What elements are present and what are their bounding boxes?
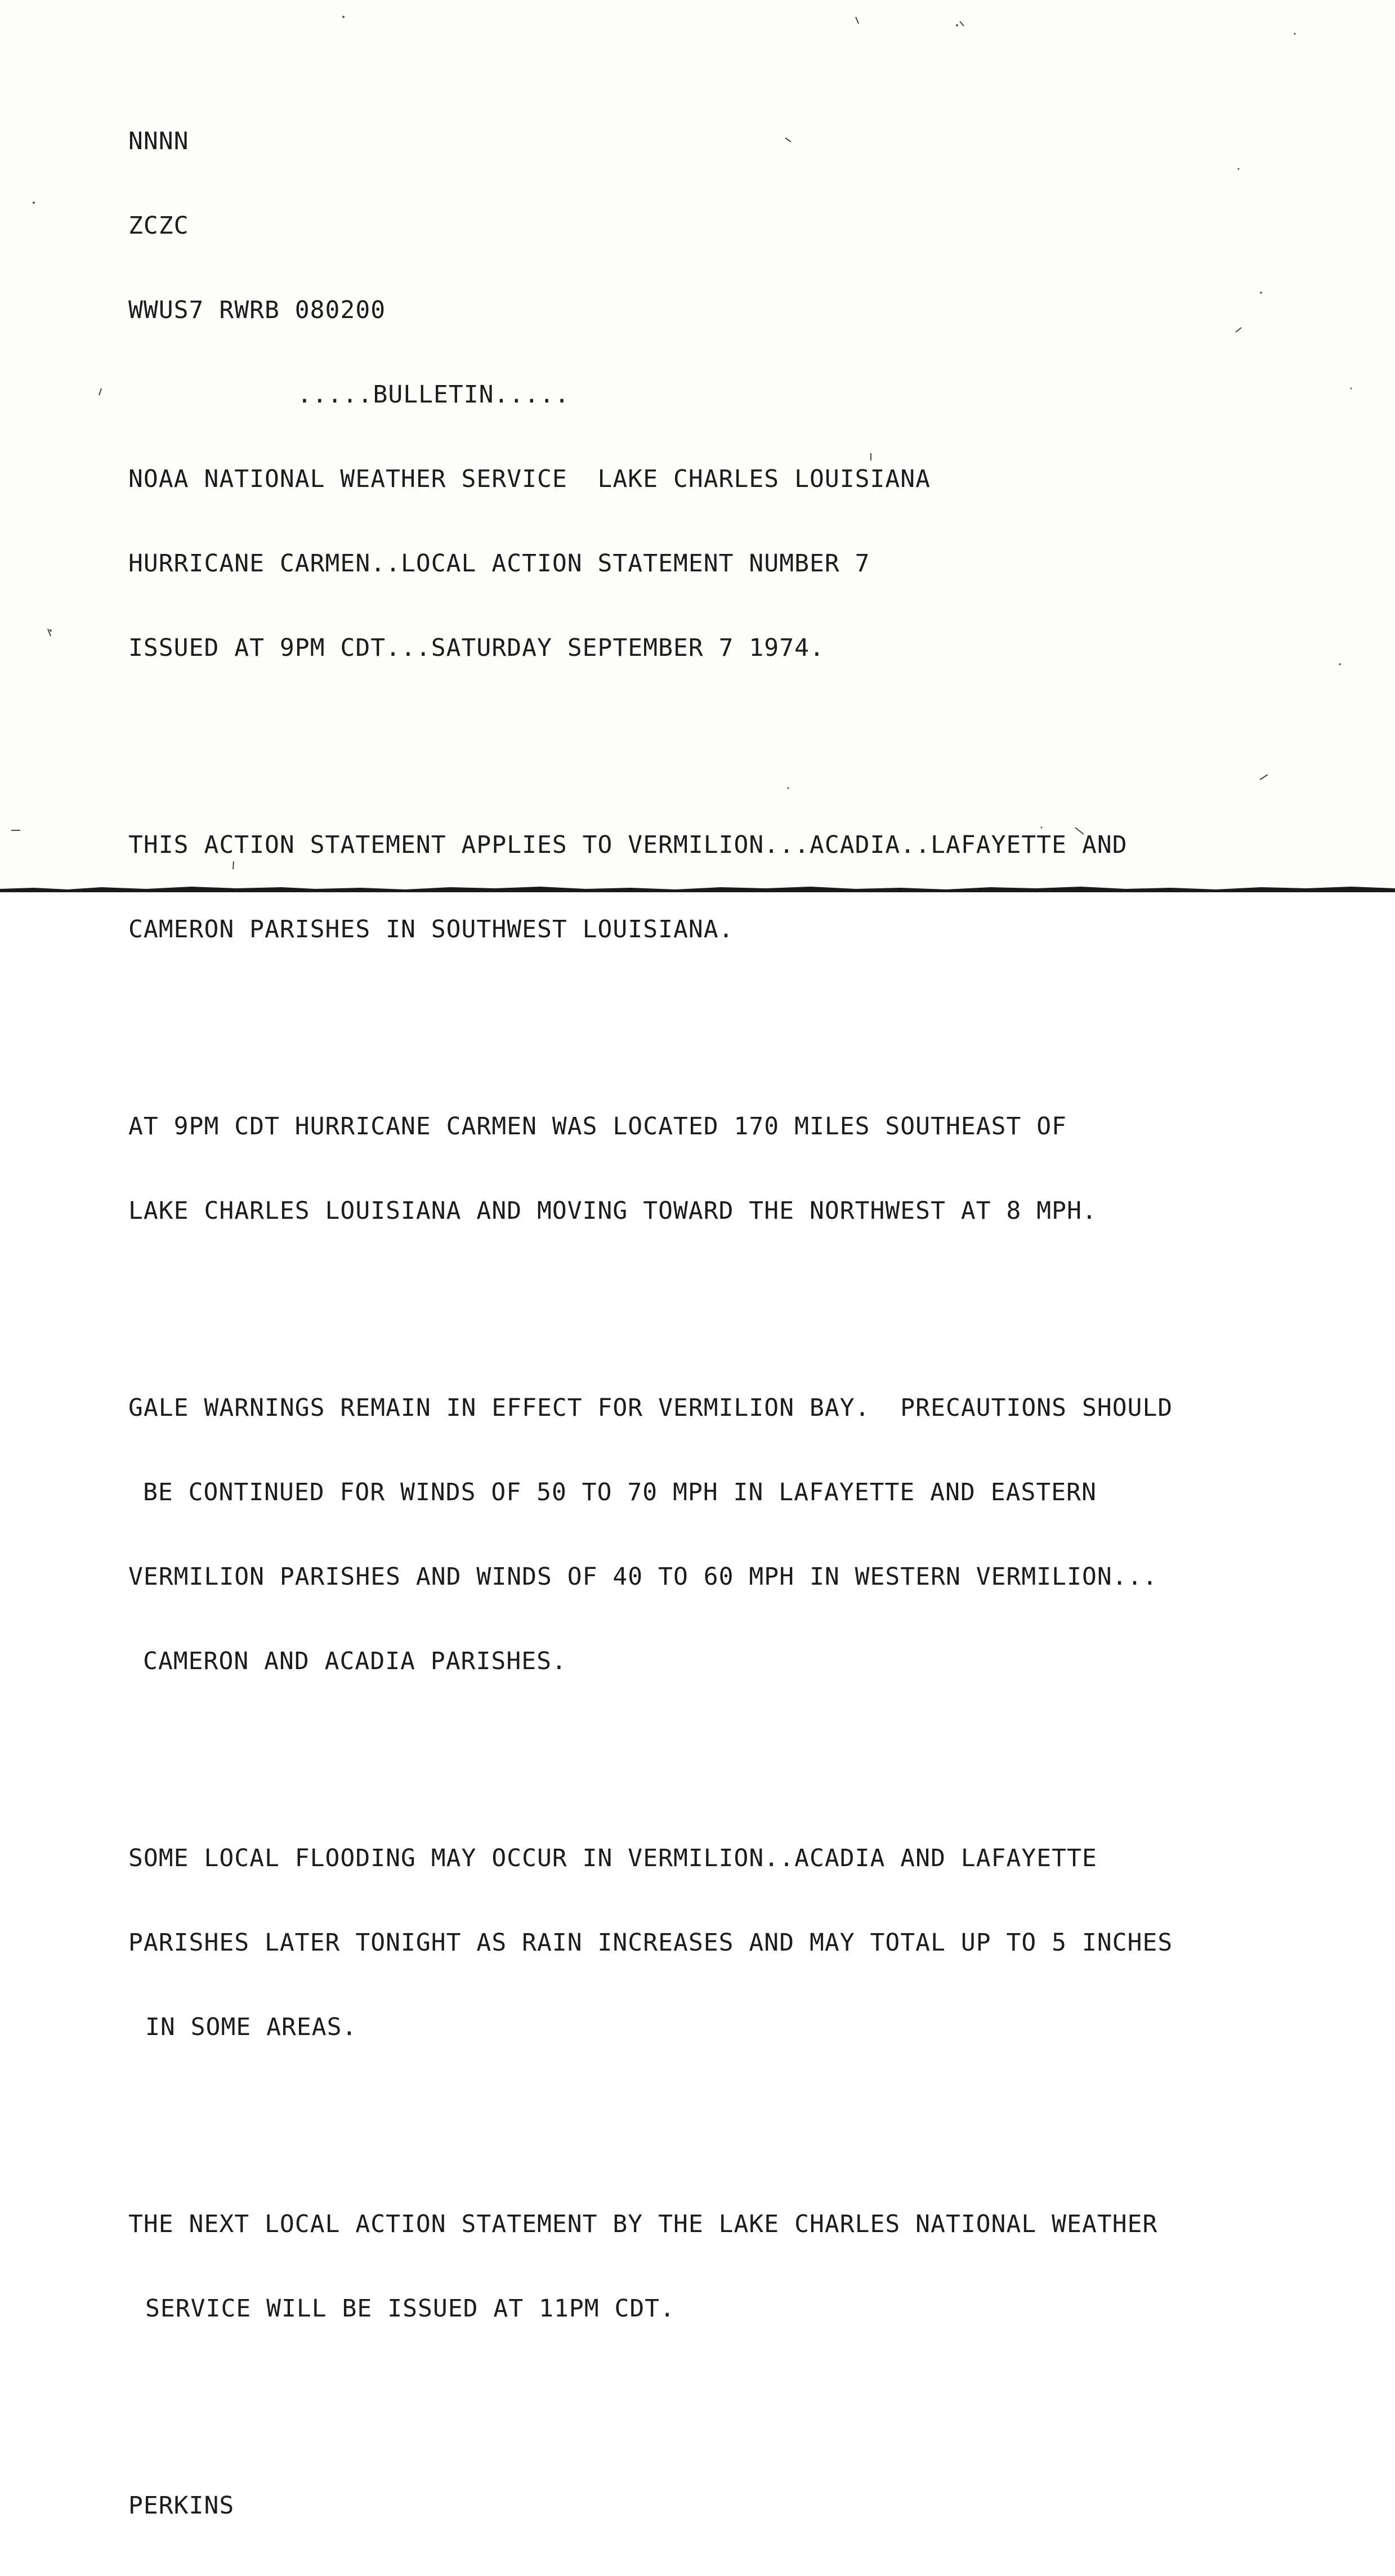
paragraph-line: GALE WARNINGS REMAIN IN EFFECT FOR VERMILION BAY. PRECAUTIONS SHOULD bbox=[128, 1394, 1173, 1422]
header-line: ZCZC bbox=[128, 212, 189, 240]
paragraph-line: CAMERON PARISHES IN SOUTHWEST LOUISIANA. bbox=[128, 915, 734, 943]
paragraph-line: IN SOME AREAS. bbox=[145, 2013, 357, 2041]
torn-edge bbox=[0, 881, 1395, 892]
issued-line: ISSUED AT 9PM CDT...SATURDAY SEPTEMBER 7 1974. bbox=[128, 634, 825, 662]
header-line: NNNN bbox=[128, 127, 189, 155]
paragraph-gap bbox=[128, 746, 1333, 775]
paragraph-gap bbox=[128, 1028, 1333, 1056]
paragraph-line: CAMERON AND ACADIA PARISHES. bbox=[143, 1647, 567, 1675]
paragraph-line: AT 9PM CDT HURRICANE CARMEN WAS LOCATED 170 MILES SOUTHEAST OF bbox=[128, 1112, 1067, 1141]
paragraph-line: PARISHES LATER TONIGHT AS RAIN INCREASES AND MAY TOTAL UP TO 5 INCHES bbox=[128, 1929, 1173, 1957]
paragraph-line: SERVICE WILL BE ISSUED AT 11PM CDT. bbox=[145, 2295, 676, 2323]
paragraph-line: SOME LOCAL FLOODING MAY OCCUR IN VERMILION..ACADIA AND LAFAYETTE bbox=[128, 1844, 1097, 1872]
paragraph-gap bbox=[128, 2407, 1333, 2435]
bulletin-text bbox=[128, 71, 1333, 2576]
paragraph-line: THIS ACTION STATEMENT APPLIES TO VERMILION...ACADIA..LAFAYETTE AND bbox=[128, 831, 1128, 859]
paragraph-gap bbox=[128, 1309, 1333, 1338]
paragraph-line: VERMILION PARISHES AND WINDS OF 40 TO 60 MPH IN WESTERN VERMILION... bbox=[128, 1563, 1158, 1591]
paragraph-line: BE CONTINUED FOR WINDS OF 50 TO 70 MPH IN LAFAYETTE AND EASTERN bbox=[143, 1478, 1097, 1506]
office-line: NOAA NATIONAL WEATHER SERVICE LAKE CHARLES LOUISIANA bbox=[128, 465, 931, 493]
paragraph-line: LAKE CHARLES LOUISIANA AND MOVING TOWARD THE NORTHWEST AT 8 MPH. bbox=[128, 1197, 1097, 1225]
paragraph-line: THE NEXT LOCAL ACTION STATEMENT BY THE LAKE CHARLES NATIONAL WEATHER bbox=[128, 2210, 1158, 2238]
statement-title: HURRICANE CARMEN..LOCAL ACTION STATEMENT NUMBER 7 bbox=[128, 549, 870, 578]
paragraph-gap bbox=[128, 2126, 1333, 2154]
header-line: WWUS7 RWRB 080200 bbox=[128, 296, 386, 324]
bulletin-heading: .....BULLETIN..... bbox=[297, 381, 570, 409]
paragraph-gap bbox=[128, 1760, 1333, 1788]
signature: PERKINS bbox=[128, 2492, 235, 2520]
